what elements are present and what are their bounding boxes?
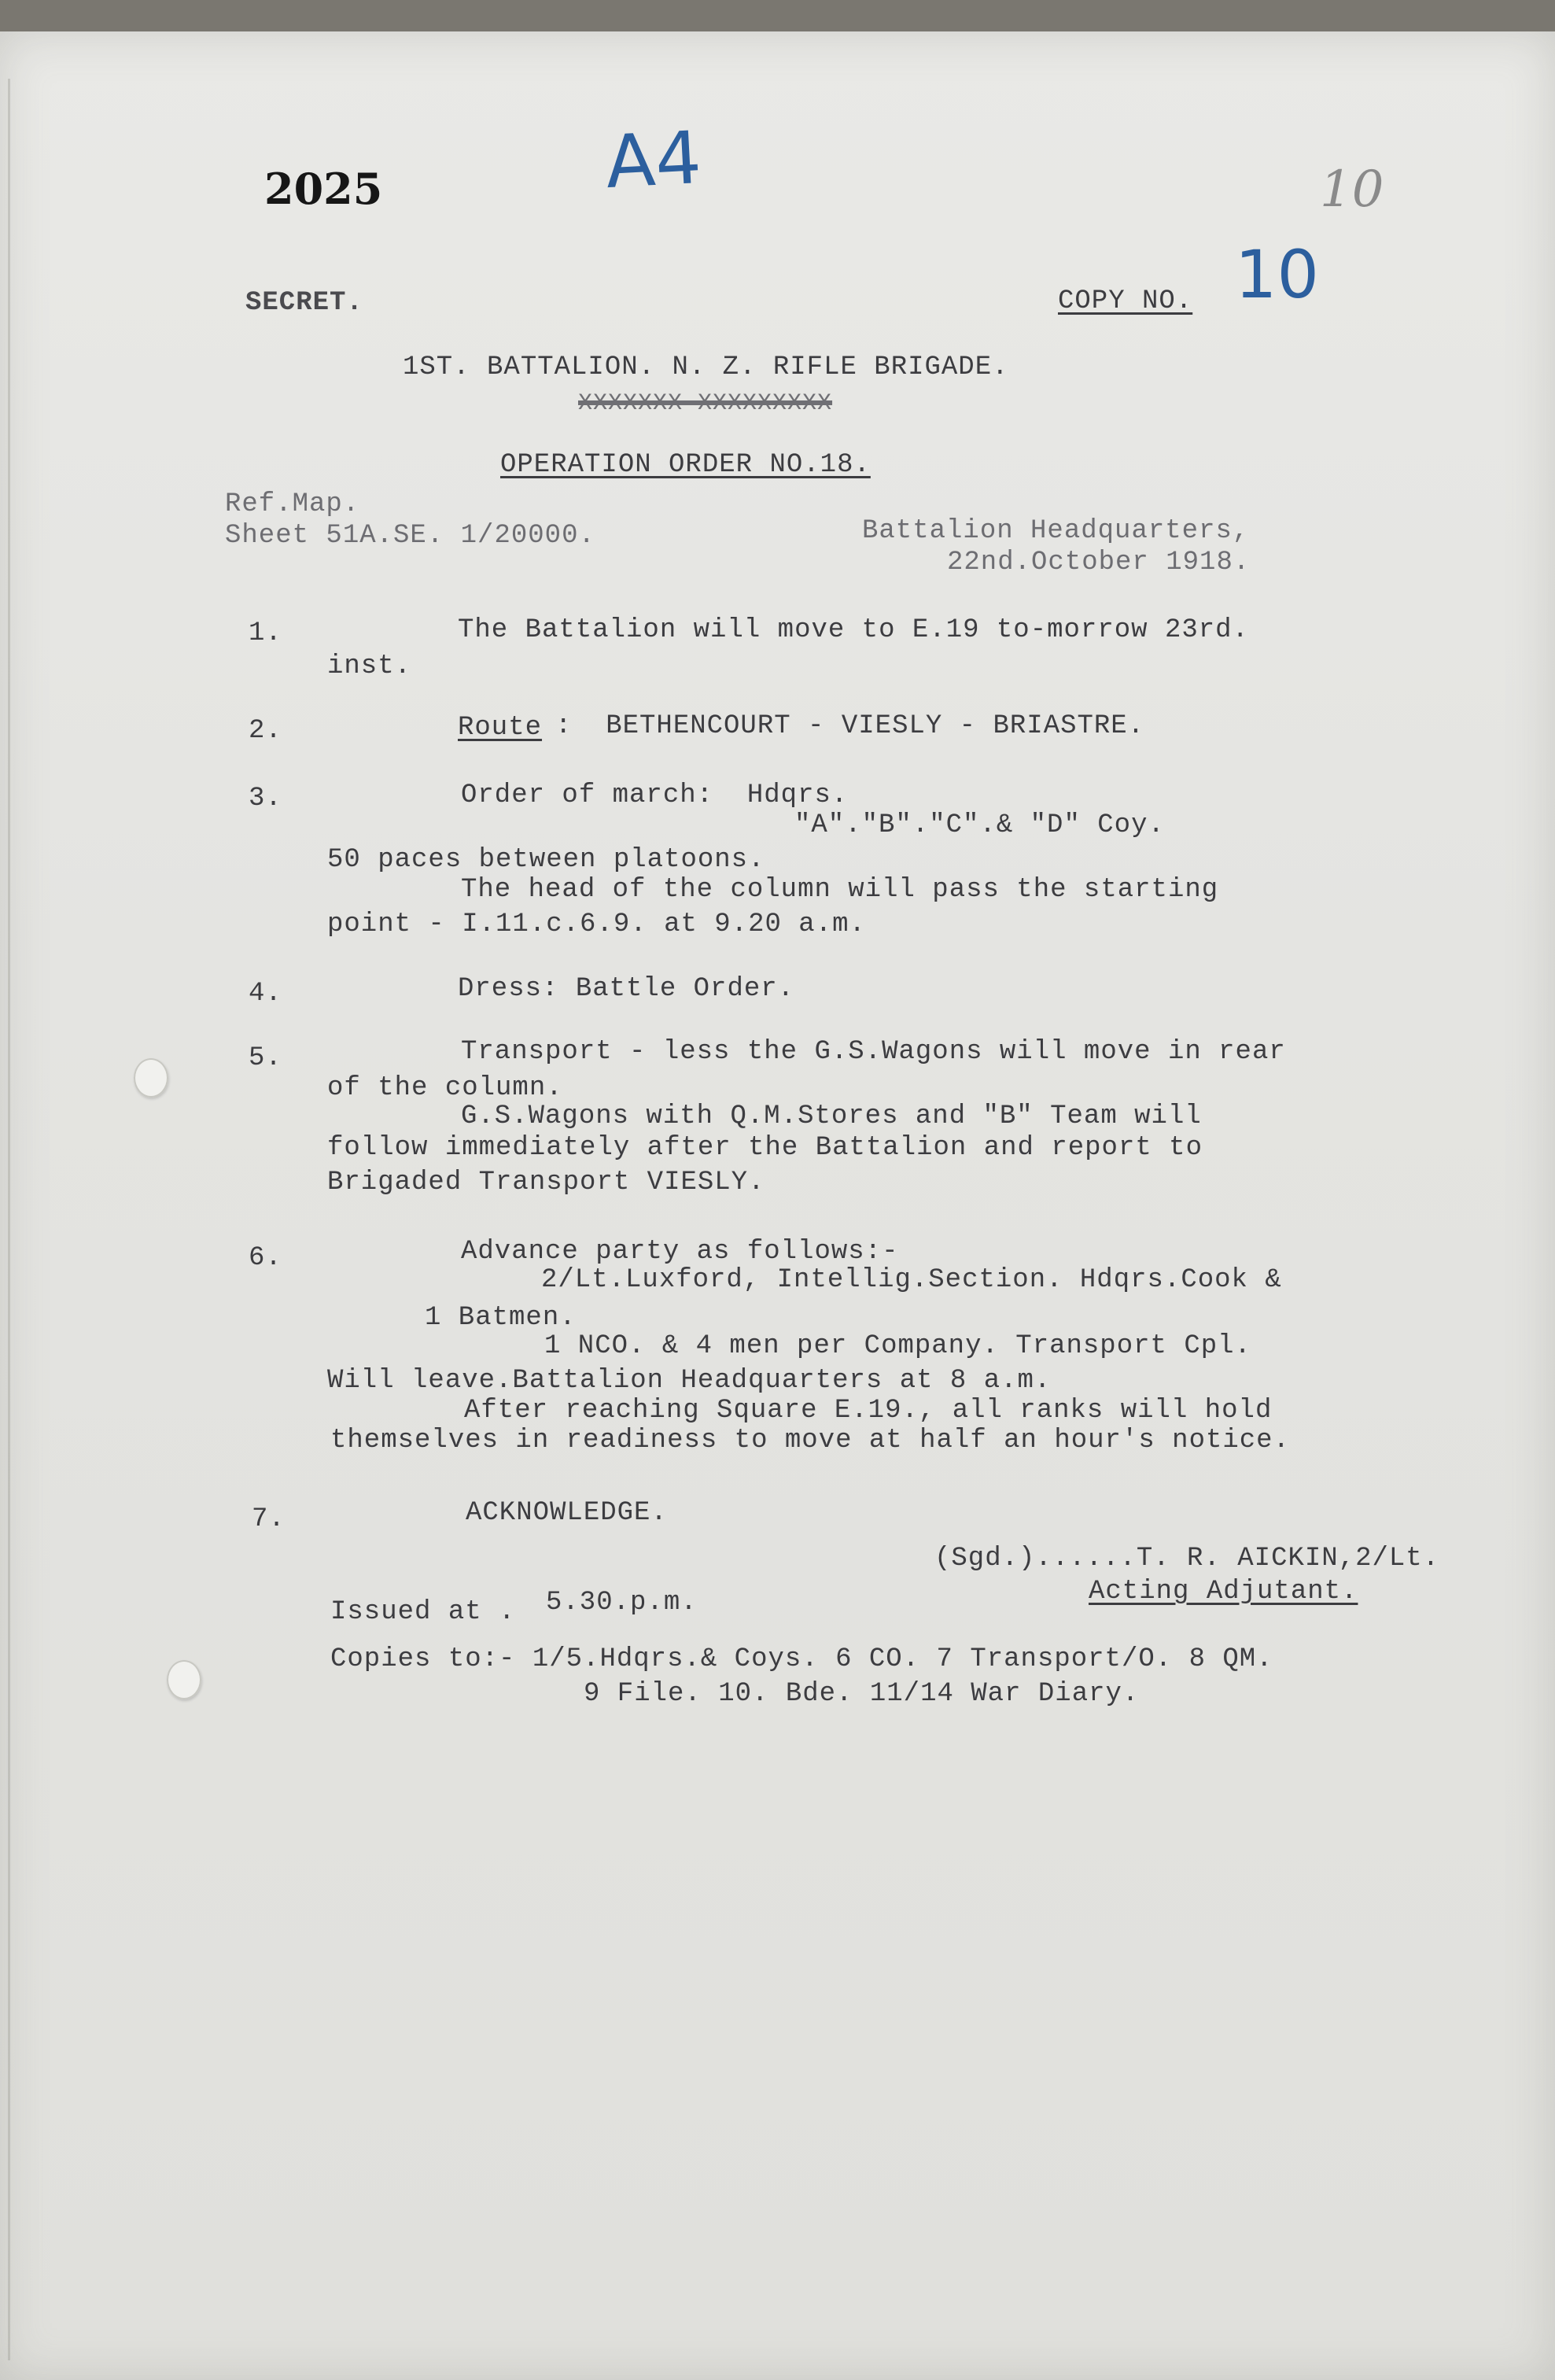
paragraph-number: 6. bbox=[249, 1243, 282, 1273]
paragraph-text: Will leave.Battalion Headquarters at 8 a.m. bbox=[327, 1366, 1052, 1396]
paragraph-number: 1. bbox=[249, 618, 282, 648]
route-heading: Route bbox=[458, 713, 543, 743]
handwritten-reference: A4 bbox=[603, 115, 704, 205]
page-fold-edge bbox=[8, 79, 10, 2360]
paragraph-text: Brigaded Transport VIESLY. bbox=[327, 1168, 765, 1197]
paragraph-text: After reaching Square E.19., all ranks will hold bbox=[464, 1396, 1273, 1426]
copy-number-handwritten: 10 bbox=[1235, 236, 1319, 313]
security-marking: SECRET. bbox=[245, 288, 363, 318]
order-title: OPERATION ORDER NO.18. bbox=[500, 450, 871, 480]
paragraph-text: follow immediately after the Battalion and report to bbox=[327, 1133, 1203, 1163]
issued-at-label: Issued at . bbox=[330, 1597, 516, 1627]
paragraph-number: 4. bbox=[249, 979, 282, 1009]
paragraph-text: 1 Batmen. bbox=[425, 1303, 577, 1333]
paragraph-text: point - I.11.c.6.9. at 9.20 a.m. bbox=[327, 910, 866, 939]
file-number: 2025 bbox=[264, 164, 383, 214]
paragraph-text: Order of march: Hdqrs. bbox=[461, 780, 849, 810]
paragraph-text: themselves in readiness to move at half an hour's notice. bbox=[330, 1426, 1290, 1456]
struck-out-line: XXXXXXX XXXXXXXXX bbox=[578, 390, 833, 417]
map-sheet-reference: Sheet 51A.SE. 1/20000. bbox=[225, 521, 595, 551]
paragraph-text: The head of the column will pass the starting bbox=[461, 875, 1219, 905]
paragraph-text: Advance party as follows:- bbox=[461, 1237, 899, 1267]
paragraph-text: 2/Lt.Luxford, Intellig.Section. Hdqrs.Cook & bbox=[541, 1265, 1282, 1295]
paragraph-text: 50 paces between platoons. bbox=[327, 845, 765, 875]
copy-number-label: COPY NO. bbox=[1058, 286, 1193, 316]
issuing-location: Battalion Headquarters, bbox=[862, 516, 1250, 546]
map-reference-label: Ref.Map. bbox=[225, 489, 360, 519]
paragraph-number: 3. bbox=[249, 784, 282, 814]
route-text: : BETHENCOURT - VIESLY - BRIASTRE. bbox=[555, 711, 1145, 741]
punch-hole bbox=[134, 1058, 168, 1098]
issued-time: 5.30.p.m. bbox=[546, 1588, 698, 1618]
unit-name: 1ST. BATTALION. N. Z. RIFLE BRIGADE. bbox=[403, 352, 1009, 382]
paragraph-number: 5. bbox=[249, 1043, 282, 1073]
pencil-folio-number: 10 bbox=[1320, 161, 1384, 219]
signatory-title: Acting Adjutant. bbox=[1089, 1577, 1358, 1607]
document-page bbox=[0, 31, 1555, 2380]
paragraph-number: 2. bbox=[249, 716, 282, 746]
paragraph-text: of the column. bbox=[327, 1073, 563, 1103]
issue-date: 22nd.October 1918. bbox=[947, 548, 1251, 577]
paragraph-text: 1 NCO. & 4 men per Company. Transport Cpl. bbox=[544, 1331, 1251, 1361]
paragraph-text: Transport - less the G.S.Wagons will move in rear bbox=[461, 1037, 1286, 1067]
paragraph-number: 7. bbox=[252, 1504, 286, 1534]
paragraph-text: "A"."B"."C".& "D" Coy. bbox=[794, 810, 1165, 840]
distribution-list: 9 File. 10. Bde. 11/14 War Diary. bbox=[584, 1679, 1140, 1709]
distribution-list: Copies to:- 1/5.Hdqrs.& Coys. 6 CO. 7 Transport/O. 8 QM. bbox=[330, 1644, 1273, 1674]
punch-hole bbox=[167, 1660, 201, 1699]
paragraph-text: G.S.Wagons with Q.M.Stores and "B" Team will bbox=[461, 1101, 1202, 1131]
signature-line: (Sgd.)......T. R. AICKIN,2/Lt. bbox=[934, 1544, 1440, 1574]
paragraph-text: The Battalion will move to E.19 to-morrow 23rd. bbox=[458, 615, 1249, 645]
acknowledge-instruction: ACKNOWLEDGE. bbox=[466, 1498, 668, 1528]
paragraph-text: inst. bbox=[327, 651, 412, 681]
paragraph-text: Dress: Battle Order. bbox=[458, 974, 795, 1004]
